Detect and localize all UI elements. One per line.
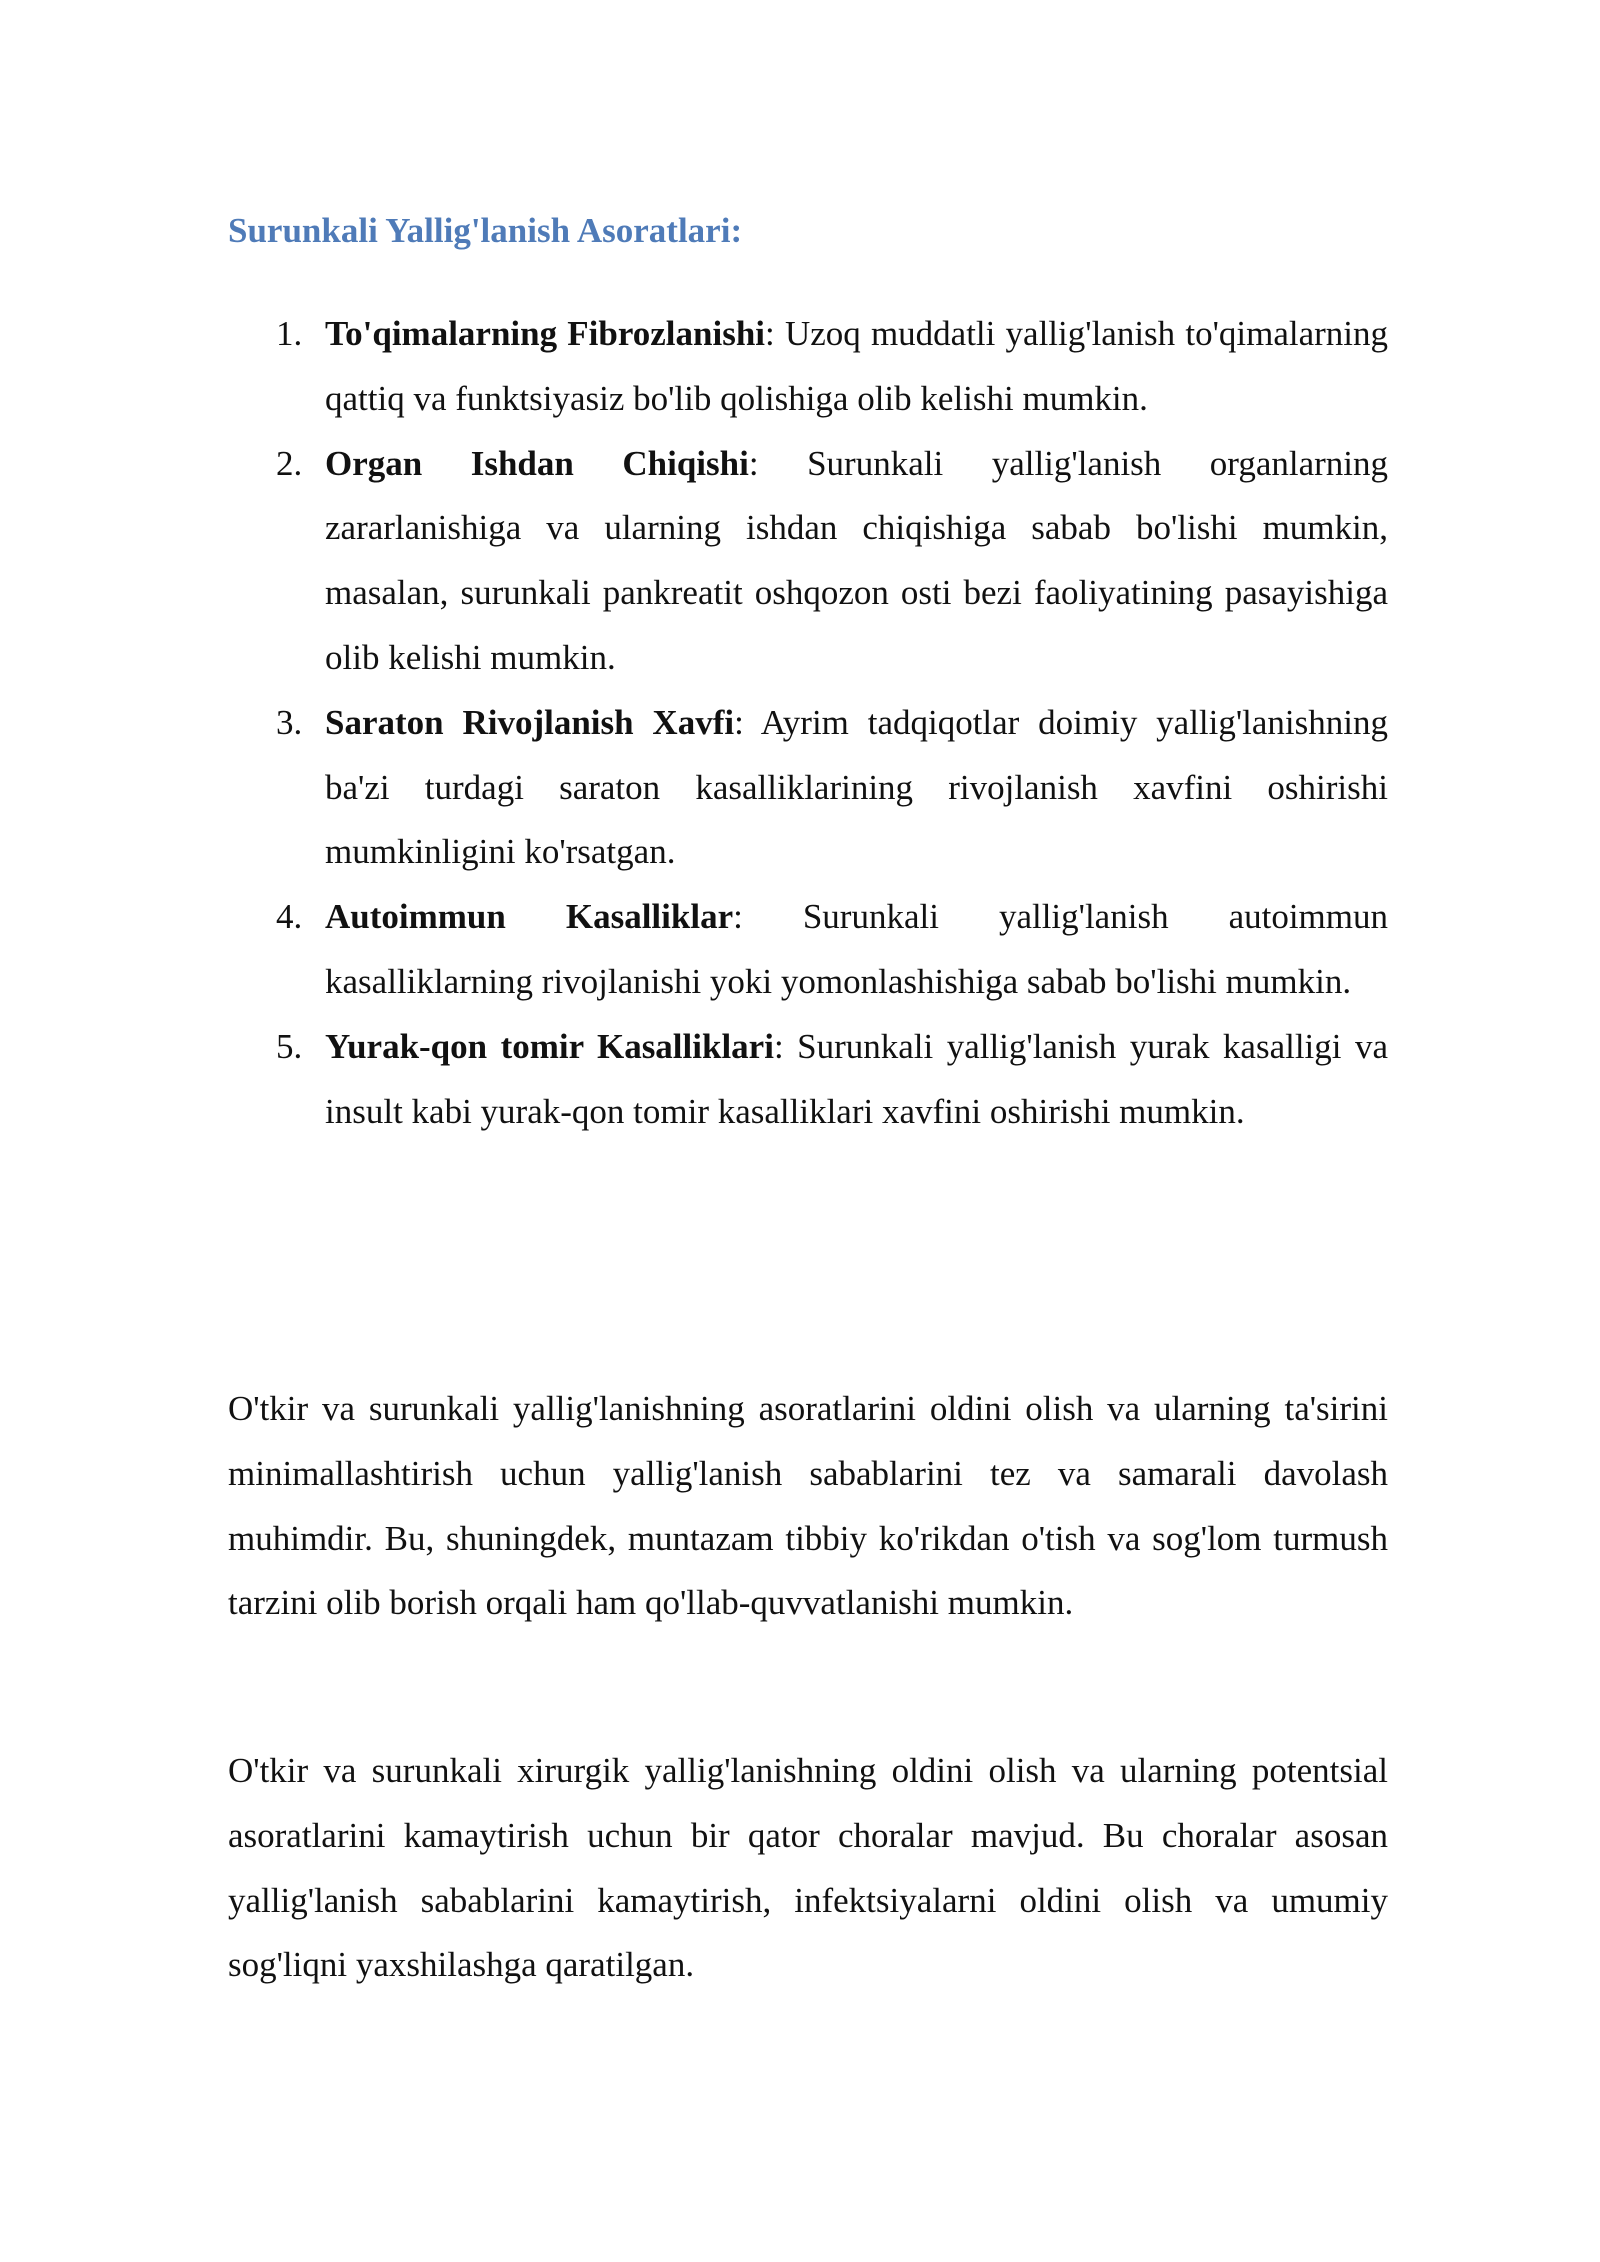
list-item-term: To'qimalarning Fibrozlanishi <box>325 314 766 353</box>
list-item-text: Uzoq muddatli yallig'lanish to'qimalarning qattiq va funktsiyasiz bo'lib qolishiga olib kelishi mumkin. <box>325 314 1389 418</box>
body-paragraph: O'tkir va surunkali xirurgik yallig'lanishning oldini olish va ularning potentsial asoratlarini kamaytirish uchun bir qator choralar mavjud. Bu choralar asosan yallig'lanish sabablarini kamaytirish, infektsiyalarni oldini olish va umumiy sog'liqni yaxshilashga qaratilgan. <box>228 1751 1388 1985</box>
list-item-term: Saraton Rivojlanish Xavfi <box>325 702 735 742</box>
list-item-number: 2. <box>276 443 303 483</box>
list-item-text: Surunkali yallig'lanish autoimmun kasalliklarning rivojlanishi yoki yomonlashishiga sabab bo'lishi mumkin. <box>325 897 1388 1001</box>
list-item-number: 1. <box>276 314 303 353</box>
list-item <box>228 691 1388 885</box>
section-heading: Surunkali Yallig'lanish Asoratlari: <box>228 211 743 250</box>
complications-list <box>228 302 1388 1144</box>
list-item-separator: : <box>748 443 759 483</box>
list-item <box>228 432 1388 691</box>
list-item-term: Yurak-qon tomir Kasalliklari <box>325 1026 774 1066</box>
list-item <box>228 302 1388 432</box>
list-item-separator: : <box>773 1026 784 1066</box>
list-item <box>228 1015 1388 1145</box>
list-item-text: Ayrim tadqiqotlar doimiy yallig'lanishning ba'zi turdagi saraton kasalliklarining rivojlanish xavfini oshirishi mumkinligini ko'rsatgan. <box>325 702 1388 872</box>
list-item-text: Surunkali yallig'lanish organlarning zararlanishiga va ularning ishdan chiqishiga sabab bo'lishi mumkin, masalan, surunkali pankreatit oshqozon osti bezi faoliyatining pasayishiga olib kelishi mumkin. <box>325 443 1389 677</box>
list-item-term: Autoimmun Kasalliklar <box>325 897 734 937</box>
list-item-text: Surunkali yallig'lanish yurak kasalligi va insult kabi yurak-qon tomir kasalliklari xavfini oshirishi mumkin. <box>325 1026 1388 1131</box>
body-paragraph: O'tkir va surunkali yallig'lanishning asoratlarini oldini olish va ularning ta'sirini minimallashtirish uchun yallig'lanish sabablarini tez va samarali davolash muhimdir. Bu, shuningdek, muntazam tibbiy ko'rikdan o'tish va sog'lom turmush tarzini olib borish orqali ham qo'llab-quvvatlanishi mumkin. <box>228 1389 1388 1623</box>
list-item <box>228 885 1388 1015</box>
list-item-number: 4. <box>276 897 303 937</box>
list-item-number: 3. <box>276 702 303 742</box>
list-item-separator: : <box>765 314 775 353</box>
list-item-term: Organ Ishdan Chiqishi <box>325 443 749 483</box>
list-item-number: 5. <box>276 1026 303 1066</box>
list-item-separator: : <box>733 897 743 937</box>
list-item-separator: : <box>734 702 744 742</box>
